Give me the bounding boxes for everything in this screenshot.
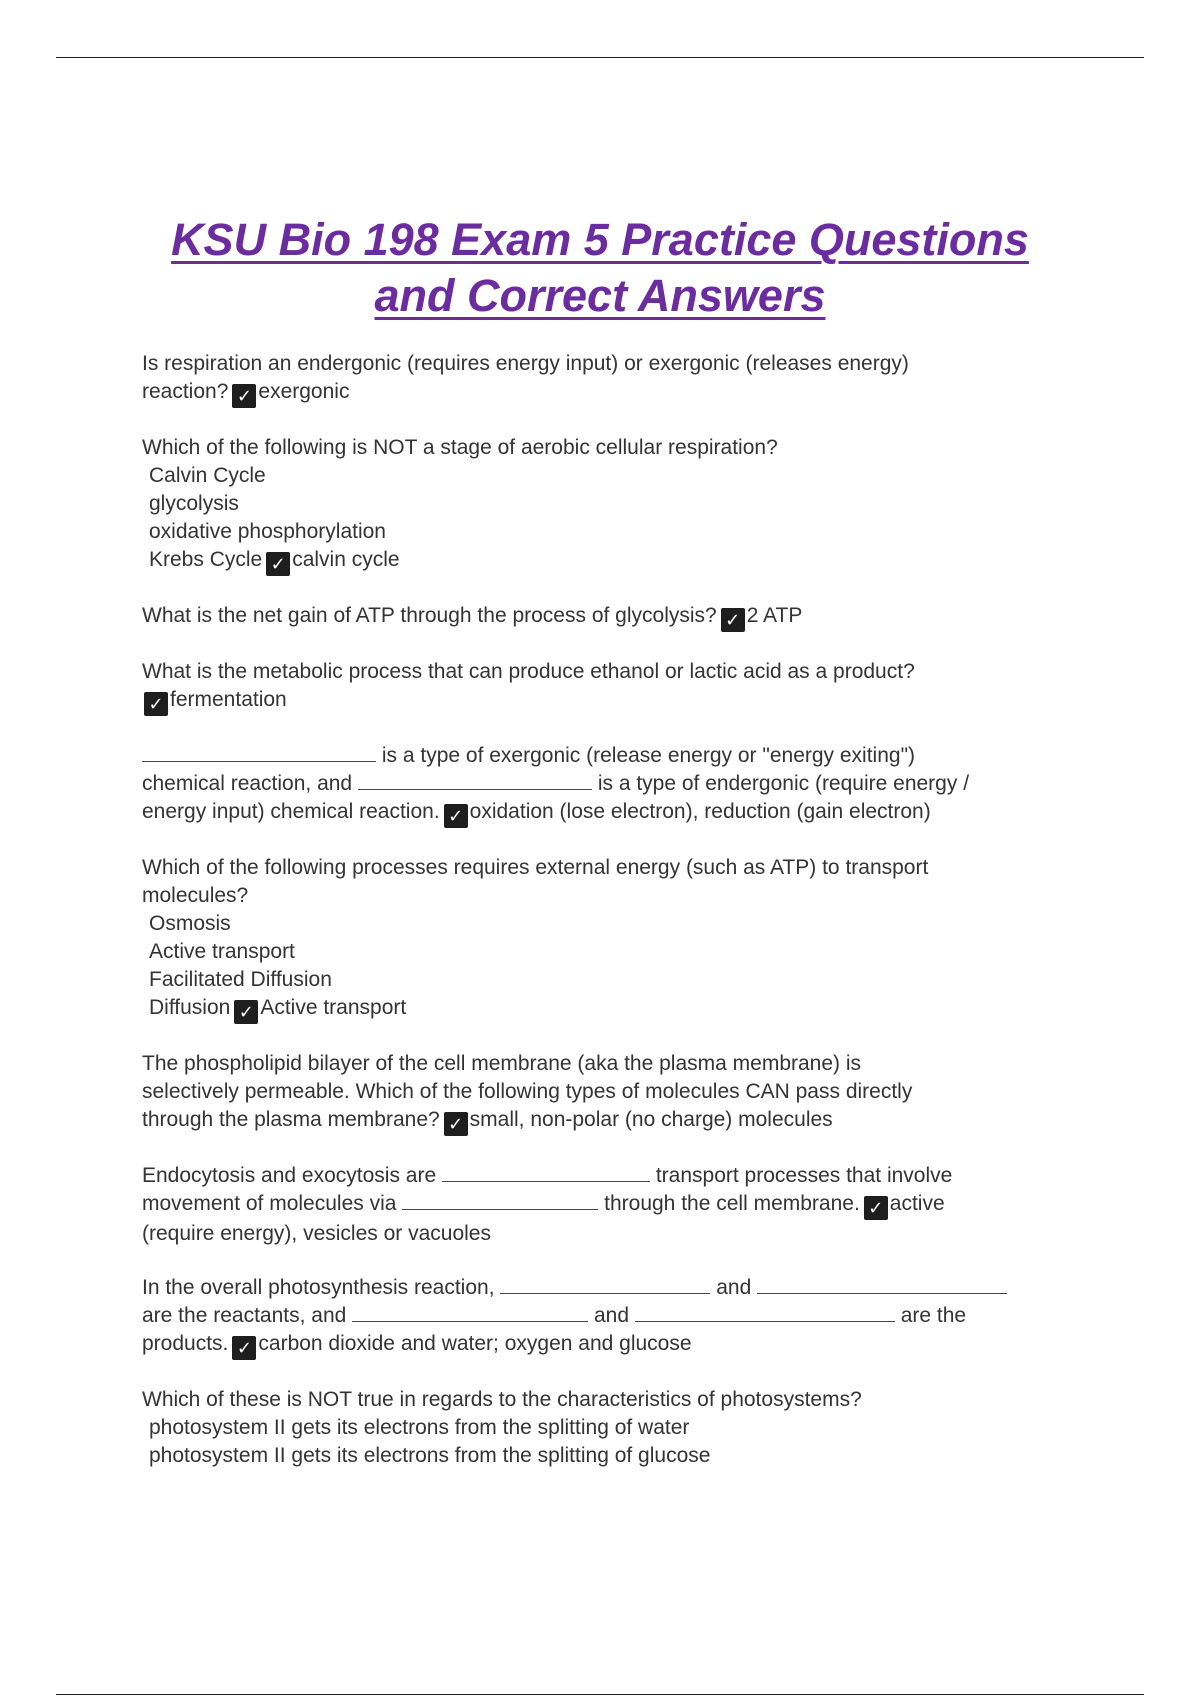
option: photosystem II gets its electrons from the splitting of water [149,1416,690,1439]
question-5 [142,742,1062,828]
question-1 [142,350,1062,408]
bottom-rule [56,1694,1144,1695]
option: glycolysis [149,492,239,515]
checkmark-icon: ✓ [234,1000,258,1024]
option: Calvin Cycle [149,464,266,487]
question-text: chemical reaction, and [142,772,353,795]
question-text: Endocytosis and exocytosis are [142,1164,437,1187]
question-text: are the reactants, and [142,1304,347,1327]
question-3 [142,602,1062,632]
question-text: Is respiration an endergonic (requires energy input) or exergonic (releases energy) [142,352,909,375]
title-line-2: and Correct Answers [374,270,826,321]
question-text: Which of these is NOT true in regards to the characteristics of photosystems? [142,1388,862,1411]
question-list [142,350,1062,1496]
question-text: and [594,1304,630,1327]
question-text: What is the metabolic process that can produce ethanol or lactic acid as a product? [142,660,915,683]
question-text: are the [900,1304,967,1327]
question-10 [142,1386,1062,1470]
option: Facilitated Diffusion [149,968,332,991]
question-text: movement of molecules via [142,1192,397,1215]
checkmark-icon: ✓ [444,1112,468,1136]
question-text: The phospholipid bilayer of the cell membrane (aka the plasma membrane) is [142,1052,862,1075]
answer-text: active [889,1192,945,1215]
question-text: molecules? [142,884,249,907]
answer-text: (require energy), vesicles or vacuoles [142,1222,491,1245]
option: Osmosis [149,912,231,935]
checkmark-icon: ✓ [444,804,468,828]
answer-text: oxidation (lose electron), reduction (gain electron) [469,800,931,823]
checkmark-icon: ✓ [721,608,745,632]
option: photosystem II gets its electrons from the splitting of glucose [149,1444,711,1467]
page-title [100,212,1100,324]
answer-blank [635,1303,895,1322]
answer-blank [402,1191,598,1210]
answer-text: fermentation [170,688,287,711]
question-text: through the cell membrane. [604,1192,860,1215]
question-6 [142,854,1062,1024]
title-line-1: KSU Bio 198 Exam 5 Practice Questions [171,214,1029,265]
option: oxidative phosphorylation [149,520,386,543]
question-text: Which of the following processes requires external energy (such as ATP) to transport [142,856,929,879]
answer-text: exergonic [258,380,350,403]
answer-text: 2 ATP [746,604,803,627]
answer-text: calvin cycle [292,548,400,571]
option: Diffusion [149,996,231,1019]
answer-text: small, non-polar (no charge) molecules [469,1108,833,1131]
answer-blank [358,771,592,790]
question-text: reaction? [142,380,229,403]
question-text: is a type of exergonic (release energy or "energy exiting") [381,744,916,767]
answer-text: carbon dioxide and water; oxygen and glucose [258,1332,692,1355]
answer-blank [757,1275,1007,1294]
checkmark-icon: ✓ [232,384,256,408]
checkmark-icon: ✓ [266,552,290,576]
top-rule [56,57,1144,58]
question-2 [142,434,1062,576]
question-text: transport processes that involve [655,1164,953,1187]
question-text: through the plasma membrane? [142,1108,440,1131]
question-text: energy input) chemical reaction. [142,800,440,823]
question-text: What is the net gain of ATP through the process of glycolysis? [142,604,717,627]
answer-blank [500,1275,710,1294]
option: Krebs Cycle [149,548,263,571]
option: Active transport [149,940,295,963]
checkmark-icon: ✓ [864,1196,888,1220]
question-text: selectively permeable. Which of the following types of molecules CAN pass directly [142,1080,913,1103]
checkmark-icon: ✓ [232,1336,256,1360]
question-text: In the overall photosynthesis reaction, [142,1276,495,1299]
question-8 [142,1162,1062,1248]
answer-blank [142,743,376,762]
question-9 [142,1274,1062,1360]
answer-blank [352,1303,588,1322]
question-text: products. [142,1332,229,1355]
question-text: is a type of endergonic (require energy / [597,772,970,795]
question-7 [142,1050,1062,1136]
checkmark-icon: ✓ [144,692,168,716]
question-text: Which of the following is NOT a stage of aerobic cellular respiration? [142,436,778,459]
question-4 [142,658,1062,716]
question-text: and [716,1276,752,1299]
answer-text: Active transport [260,996,407,1019]
answer-blank [442,1163,650,1182]
